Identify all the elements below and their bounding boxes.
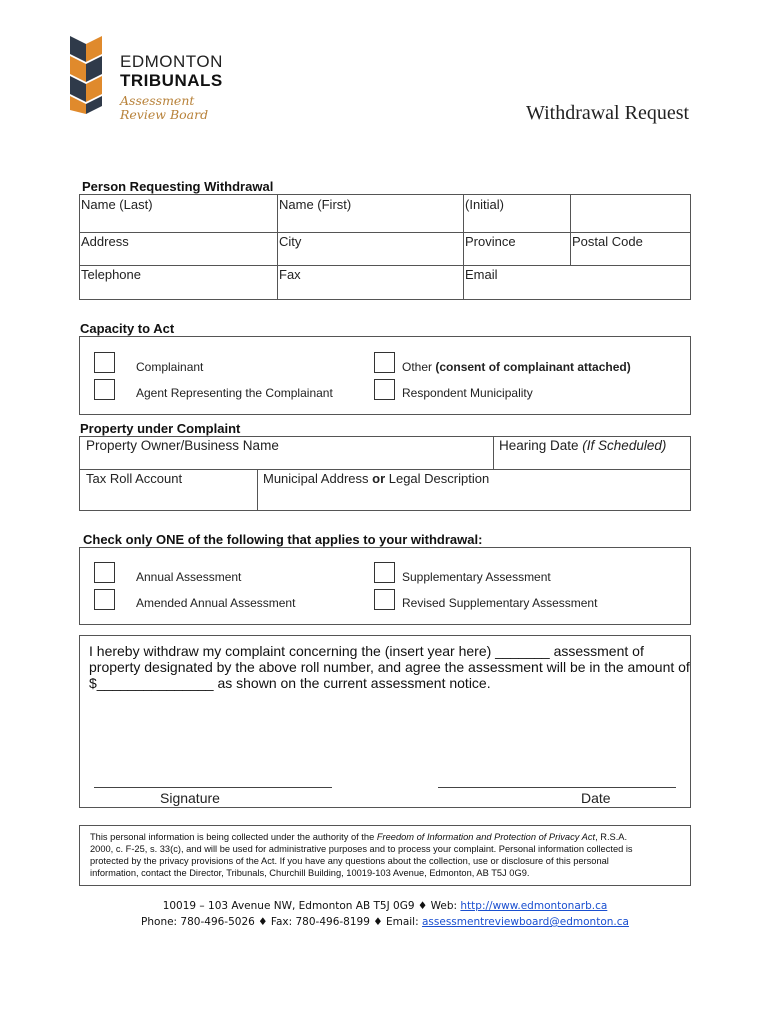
fax-field[interactable]: Fax [279,267,301,282]
other-label: Other (consent of complainant attached) [402,360,631,374]
tax-roll-account-field[interactable]: Tax Roll Account [86,471,183,486]
divider [493,436,494,469]
respondent-label: Respondent Municipality [402,386,533,400]
revised-supplementary-assessment-checkbox[interactable] [374,589,395,610]
withdrawal-box [79,547,691,625]
postal-code-field[interactable]: Postal Code [572,234,643,249]
logo-text-review-board: Review Board [120,107,209,122]
amended-annual-assessment-label: Amended Annual Assessment [136,596,296,610]
privacy-line-1: This personal information is being collected under the authority of the Freedom of Information and Protection of Privacy Act, R.S.A. [90,832,628,842]
section-title-person: Person Requesting Withdrawal [82,179,274,194]
footer-contact: Phone: 780-496-5026 ♦ Fax: 780-496-8199 ♦ Email: assessmentreviewboard@edmonton.ca [141,916,629,928]
hearing-date-field[interactable]: Hearing Date (If Scheduled) [499,438,667,453]
signature-label: Signature [160,790,220,806]
section-title-withdrawal: Check only ONE of the following that applies to your withdrawal: [83,532,483,547]
supplementary-assessment-label: Supplementary Assessment [402,570,551,584]
municipal-address-field[interactable]: Municipal Address or Legal Description [263,471,490,486]
website-link[interactable]: http://www.edmontonarb.ca [460,900,608,912]
name-last-field[interactable]: Name (Last) [81,197,153,212]
privacy-line-2: 2000, c. F-25, s. 33(c), and will be used for administrative purposes and to process your complaint. Personal information collected is [90,844,633,854]
divider [79,469,691,470]
telephone-field[interactable]: Telephone [81,267,141,282]
statement-line-1: I hereby withdraw my complaint concerning the (insert year here) _______ assessment of [89,643,644,659]
complainant-checkbox[interactable] [94,352,115,373]
agent-checkbox[interactable] [94,379,115,400]
section-title-capacity: Capacity to Act [80,321,175,336]
province-field[interactable]: Province [465,234,516,249]
date-line[interactable] [438,787,676,788]
statement-line-2: property designated by the above roll number, and agree the assessment will be in the amount of [89,659,690,675]
logo-text-tribunals: TRIBUNALS [120,71,223,90]
supplementary-assessment-checkbox[interactable] [374,562,395,583]
signature-line[interactable] [94,787,332,788]
revised-supplementary-assessment-label: Revised Supplementary Assessment [402,596,598,610]
divider [570,194,571,265]
email-link[interactable]: assessmentreviewboard@edmonton.ca [421,916,629,928]
document-title: Withdrawal Request [526,102,690,124]
amended-annual-assessment-checkbox[interactable] [94,589,115,610]
divider [79,265,691,266]
annual-assessment-label: Annual Assessment [136,570,242,584]
complainant-label: Complainant [136,360,204,374]
initial-field[interactable]: (Initial) [465,197,505,212]
footer-address: 10019 – 103 Avenue NW, Edmonton AB T5J 0G9 ♦ Web: http://www.edmontonarb.ca [162,900,608,912]
edmonton-tribunals-logo-icon [66,34,106,116]
privacy-line-4: information, contact the Director, Tribunals, Churchill Building, 10019-103 Avenue, Edmonton, AB T5J 0G9. [90,868,530,878]
capacity-box [79,336,691,415]
address-field[interactable]: Address [81,234,129,249]
logo-text-assessment: Assessment [120,93,195,108]
divider [463,194,464,300]
privacy-line-3: protected by the privacy provisions of the Act. If you have any questions about the collection, use or disclosure of this personal [90,856,609,866]
agent-label: Agent Representing the Complainant [136,386,333,400]
property-owner-field[interactable]: Property Owner/Business Name [86,438,279,453]
logo-text-edmonton: EDMONTON [120,52,223,71]
respondent-checkbox[interactable] [374,379,395,400]
name-first-field[interactable]: Name (First) [279,197,352,212]
email-field[interactable]: Email [465,267,498,282]
section-title-property: Property under Complaint [80,421,241,436]
other-checkbox[interactable] [374,352,395,373]
statement-line-3: $_______________ as shown on the current assessment notice. [89,675,491,691]
date-label: Date [581,790,611,806]
divider [257,469,258,511]
divider [277,194,278,300]
annual-assessment-checkbox[interactable] [94,562,115,583]
city-field[interactable]: City [279,234,302,249]
divider [79,232,691,233]
